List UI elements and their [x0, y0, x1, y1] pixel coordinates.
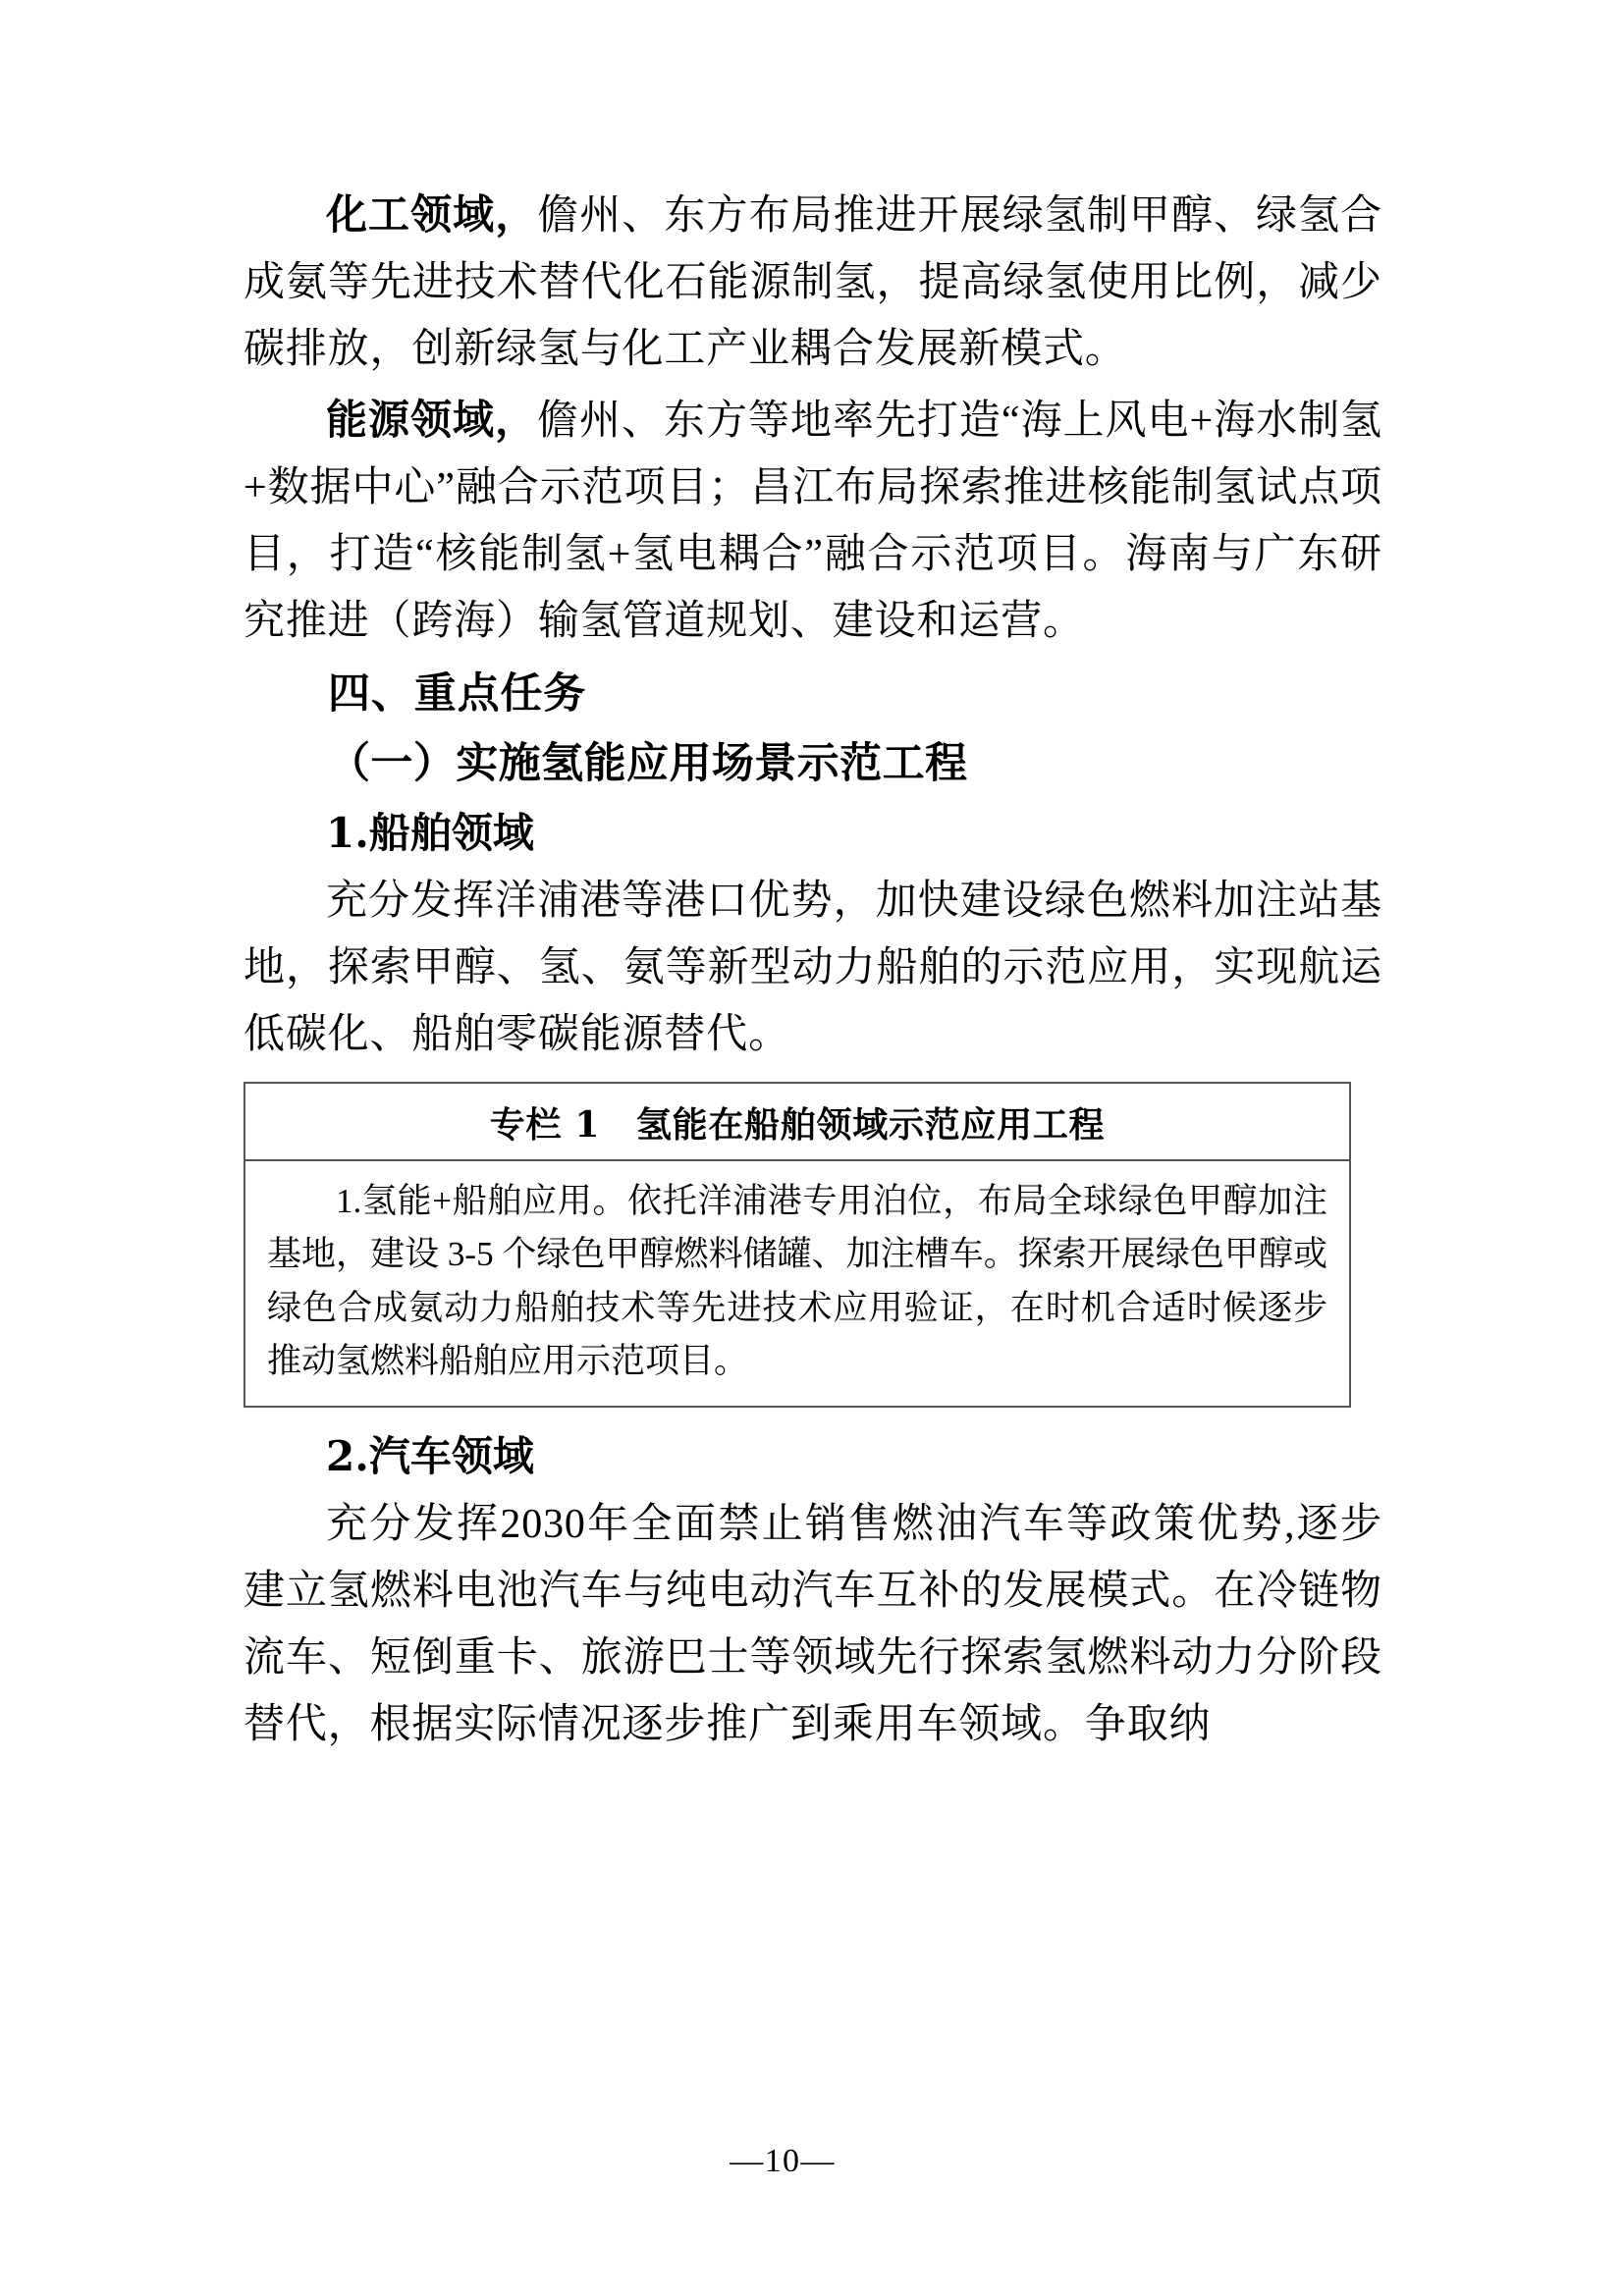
callout-box-column-1 [244, 1082, 1351, 1408]
paragraph-lead-chemical: 化工领域， [326, 190, 538, 239]
paragraph-energy-field [244, 387, 1382, 655]
page-number: —10— [730, 2143, 836, 2179]
heading-automobile-field: 2.汽车领域 [326, 1432, 534, 1481]
page-content [244, 182, 1382, 1762]
paragraph-ship-field: 充分发挥洋浦港等港口优势，加快建设绿色燃料加注站基地，探索甲醇、氢、氨等新型动力船舶的示范应用，实现航运低碳化、船舶零碳能源替代。 [244, 879, 1382, 1058]
heading-demonstration-project: （一）实施氢能应用场景示范工程 [328, 739, 968, 789]
heading-key-tasks: 四、重点任务 [328, 669, 587, 720]
heading-ship-field: 1.船舶领域 [326, 808, 534, 857]
paragraph-lead-energy: 能源领域， [326, 396, 537, 445]
callout-box-body: 1.氢能+船舶应用。依托洋浦港专用泊位，布局全球绿色甲醇加注基地，建设 3-5 个绿色甲醇燃料储罐、加注槽车。探索开展绿色甲醇或绿色合成氨动力船舶技术等先进技术应用验证，在时机合适时候逐步推动氢燃料船舶应用示范项目。 [267, 1182, 1327, 1380]
callout-box-title: 专栏 1 氢能在船舶领域示范应用工程 [245, 1084, 1349, 1161]
paragraph-text-energy: 儋州、东方等地率先打造“海上风电+海水制氢+数据中心”融合示范项目；昌江布局探索推进核能制氢试点项目，打造“核能制氢+氢电耦合”融合示范项目。海南与广东研究推进（跨海）输氢管道规划、建设和运营。 [244, 399, 1382, 645]
paragraph-automobile-field: 充分发挥2030年全面禁止销售燃油汽车等政策优势,逐步建立氢燃料电池汽车与纯电动汽车互补的发展模式。在冷链物流车、短倒重卡、旅游巴士等领域先行探索氢燃料动力分阶段替代，根据实际情况逐步推广到乘用车领域。争取纳 [244, 1502, 1382, 1748]
paragraph-chemical-field [244, 182, 1382, 383]
paragraph-text-chemical: 儋州、东方布局推进开展绿氢制甲醇、绿氢合成氨等先进技术替代化石能源制氢，提高绿氢使用比例，减少碳排放，创新绿氢与化工产业耦合发展新模式。 [244, 193, 1382, 373]
